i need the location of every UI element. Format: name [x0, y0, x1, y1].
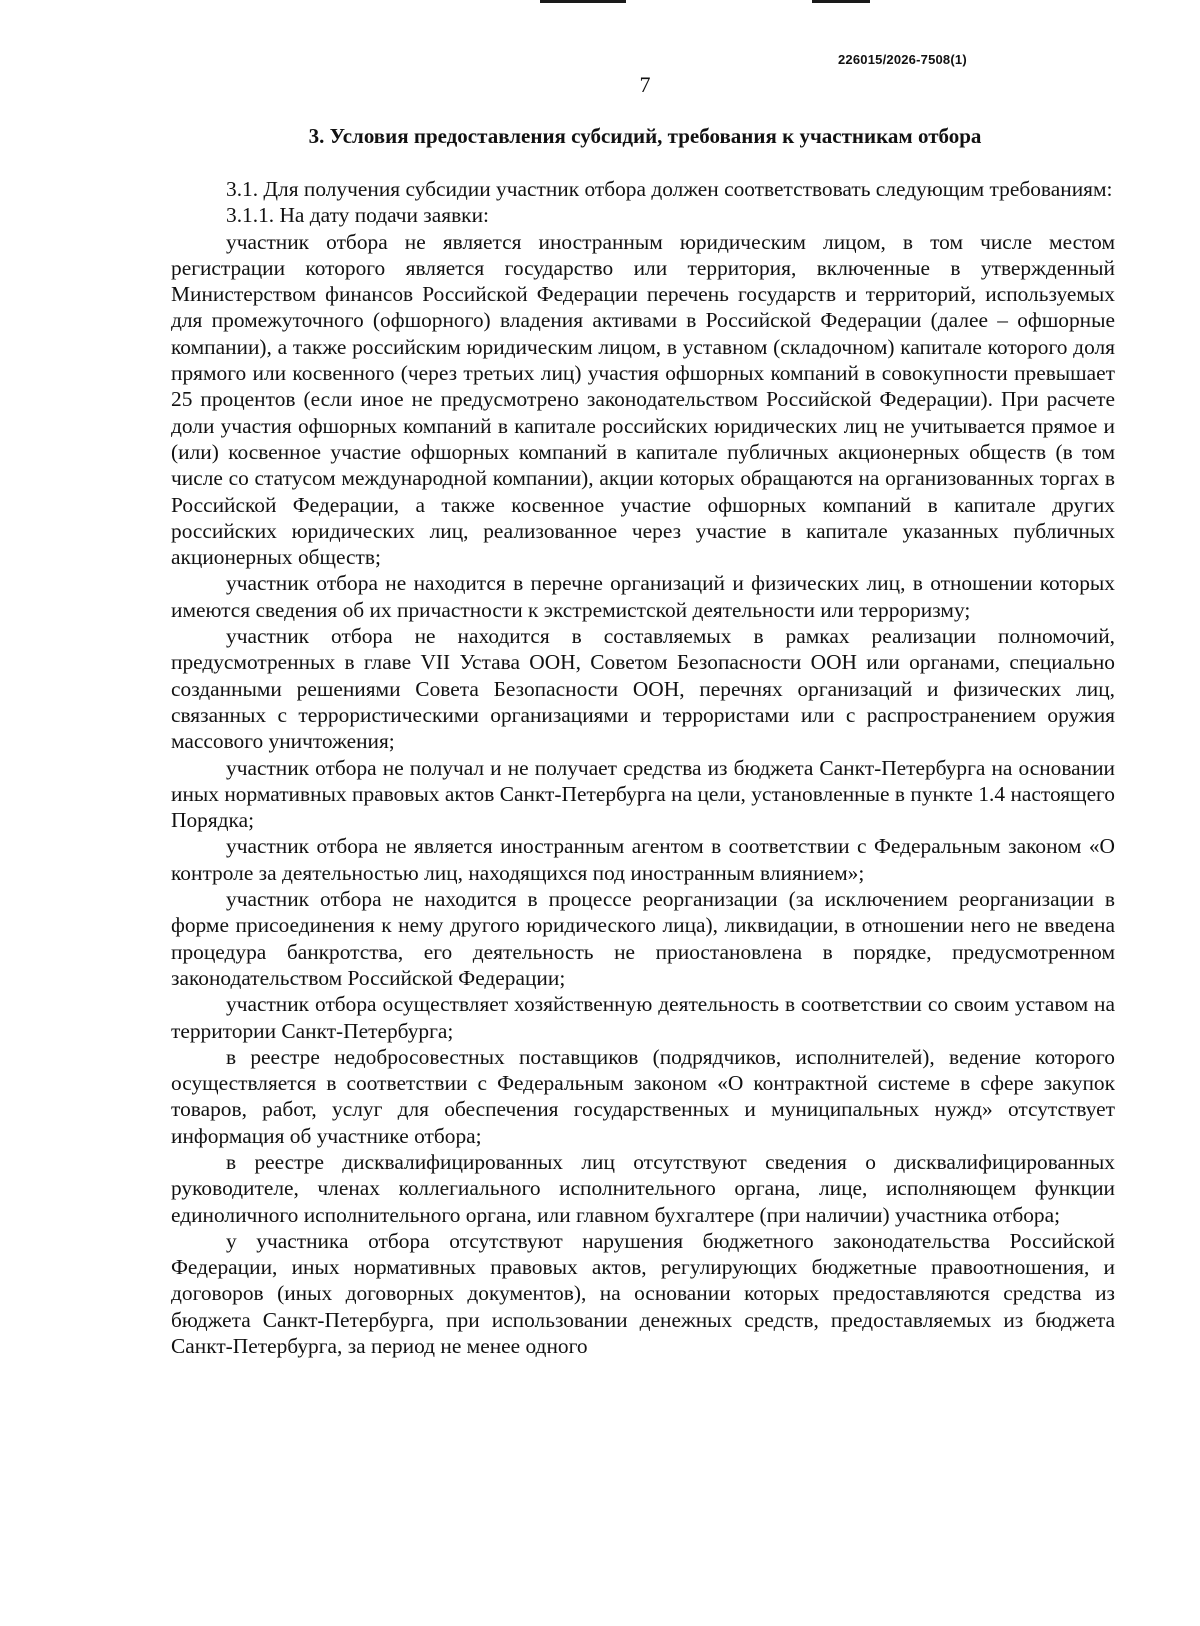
page-number: 7: [639, 72, 651, 97]
requirement-foreign-agent: участник отбора не является иностранным агентом в соответствии с Федеральным законом «О контроле за деятельностью лиц, находящихся под иностранным влиянием»;: [171, 834, 1115, 885]
document-body: [171, 176, 1115, 1359]
paragraph-3-1: 3.1. Для получения субсидии участник отбора должен соответствовать следующим требованиям:: [226, 177, 1113, 201]
paragraph-3-1-1: 3.1.1. На дату подачи заявки:: [226, 203, 489, 228]
requirement-un-list: участник отбора не находится в составляемых в рамках реализации полномочий, предусмотренных в главе VII Устава ООН, Советом Безопасности ООН или органами, специально созданными решениями Совета Безопасности ООН, перечнях организаций и физических лиц, связанных с террористическими организациями и террористами или с распространением оружия массового уничтожения;: [171, 624, 1115, 754]
requirement-extremism-list: участник отбора не находится в перечне организаций и физических лиц, в отношении которых имеются сведения об их причастности к экстремистской деятельности или терроризму;: [171, 571, 1115, 622]
requirement-offshore: участник отбора не является иностранным юридическим лицом, в том числе местом регистрации которого является государство или территория, включенные в утвержденный Министерством финансов Российской Федерации перечень государств и территорий, используемых для промежуточного (офшорного) владения активами в Российской Федерации (далее – офшорные компании), а также российским юридическим лицом, в уставном (складочном) капитале которого доля прямого или косвенного (через третьих лиц) участия офшорных компаний в совокупности превышает 25 процентов (если иное не предусмотрено законодательством Российской Федерации). При расчете доли участия офшорных компаний в капитале российских юридических лиц не учитывается прямое и (или) косвенное участие офшорных компаний в капитале публичных акционерных обществ (в том числе со статусом международной компании), акции которых обращаются на организованных торгах в Российской Федерации, а также косвенное участие офшорных компаний в капитале других российских юридических лиц, реализованное через участие в капитале указанных публичных акционерных обществ;: [171, 229, 1115, 570]
requirement-reorganization: участник отбора не находится в процессе реорганизации (за исключением реорганизации в форме присоединения к нему другого юридического лица), ликвидации, в отношении него не введена процедура банкротства, его деятельность не приостановлена в порядке, предусмотренном законодательством Российской Федерации;: [171, 887, 1115, 990]
requirement-disqualified: в реестре дисквалифицированных лиц отсутствуют сведения о дисквалифицированных руководителе, членах коллегиального исполнительного органа, лице, исполняющем функции единоличного исполнительного органа, или главном бухгалтере (при наличии) участника отбора;: [171, 1149, 1115, 1227]
requirement-unfair-suppliers: в реестре недобросовестных поставщиков (подрядчиков, исполнителей), ведение которого осуществляется в соответствии с Федеральным законом «О контрактной системе в сфере закупок товаров, работ, услуг для обеспечения государственных и муниципальных нужд» отсутствует информация об участнике отбора;: [171, 1044, 1115, 1148]
requirement-no-other-funding: участник отбора не получал и не получает средства из бюджета Санкт-Петербурга на основании иных нормативных правовых актов Санкт-Петербурга на цели, установленные в пункте 1.4 настоящего Порядка;: [171, 755, 1115, 833]
requirement-budget-violations: у участника отбора отсутствуют нарушения бюджетного законодательства Российской Федерации, иных нормативных правовых актов, регулирующих бюджетные правоотношения, и договоров (иных договорных документов), на основании которых предоставляются средства из бюджета Санкт-Петербурга, при использовании денежных средств, предоставляемых из бюджета Санкт-Петербурга, за период не менее одного: [171, 1228, 1115, 1359]
scan-edge-mark: [540, 0, 626, 3]
scan-edge-mark: [812, 0, 870, 3]
document-number: 226015/2026-7508(1): [838, 52, 967, 67]
requirement-activity: участник отбора осуществляет хозяйственную деятельность в соответствии со своим уставом на территории Санкт-Петербурга;: [171, 992, 1115, 1043]
section-title: 3. Условия предоставления субсидий, требования к участникам отбора: [308, 124, 982, 148]
